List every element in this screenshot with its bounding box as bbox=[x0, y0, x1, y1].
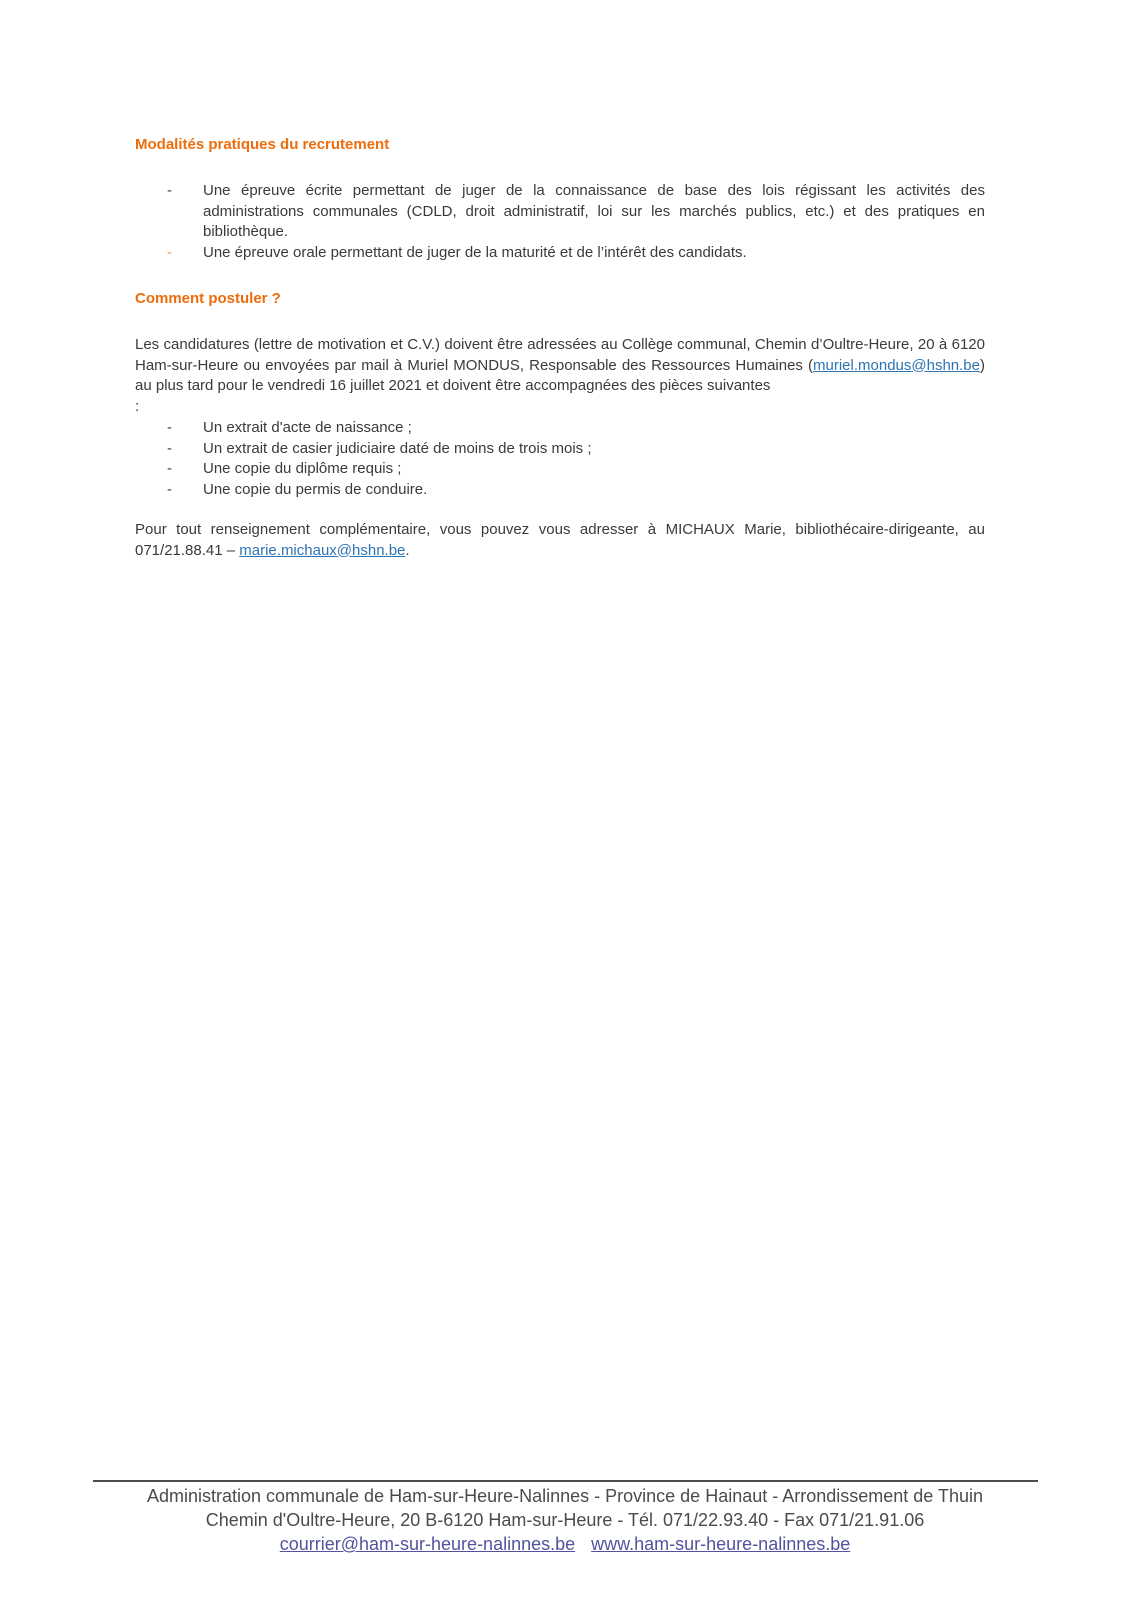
email-link-marie-michaux[interactable]: marie.michaux@hshn.be bbox=[239, 541, 406, 559]
list-item-acte-naissance bbox=[135, 418, 985, 439]
paragraph-text-after: . bbox=[405, 541, 410, 559]
section-heading-modalites: Modalités pratiques du recrutement bbox=[135, 136, 390, 153]
list-item-text: Un extrait d'acte de naissance ; bbox=[203, 419, 412, 436]
paragraph-colon-line: : bbox=[135, 397, 140, 415]
footer-divider-line bbox=[93, 1480, 1038, 1482]
bullet-list-epreuves bbox=[135, 181, 985, 263]
footer-links-row bbox=[0, 1532, 1130, 1556]
list-item-text: Une épreuve orale permettant de juger de la maturité et de l’intérêt des candidats. bbox=[203, 243, 747, 261]
list-item-epreuve-ecrite bbox=[135, 181, 985, 243]
list-item-text: Une copie du diplôme requis ; bbox=[203, 460, 402, 477]
bullet-list-pieces bbox=[135, 418, 985, 500]
list-item-text: Une épreuve écrite permettant de juger de la connaissance de base des lois régissant les activités des administrations communales (CDLD, droit administratif, loi sur les marchés publics, etc.) et des pratiques en bibliothèque. bbox=[203, 182, 985, 240]
paragraph-text-before: Pour tout renseignement complémentaire, vous pouvez vous adresser à MICHAUX Marie, bibliothécaire-dirigeante, au 071/21.88.41 – bbox=[135, 521, 985, 559]
list-item-text: Un extrait de casier judiciaire daté de moins de trois mois ; bbox=[203, 439, 592, 457]
footer-address-line2: Chemin d'Oultre-Heure, 20 B-6120 Ham-sur-Heure - Tél. 071/22.93.40 - Fax 071/21.91.06 bbox=[205, 1510, 925, 1530]
footer-email-link[interactable]: courrier@ham-sur-heure-nalinnes.be bbox=[279, 1534, 576, 1554]
dash-bullet: - bbox=[167, 182, 172, 199]
list-item-casier-judiciaire bbox=[135, 439, 985, 460]
list-item-epreuve-orale bbox=[135, 243, 985, 264]
dash-bullet: - bbox=[167, 439, 172, 457]
paragraph-renseignements bbox=[135, 520, 985, 561]
list-item-permis-conduire bbox=[135, 480, 985, 501]
paragraph-candidatures bbox=[135, 335, 985, 397]
section-heading-postuler: Comment postuler ? bbox=[135, 290, 281, 307]
email-link-muriel-mondus[interactable]: muriel.mondus@hshn.be bbox=[813, 356, 980, 374]
page-footer bbox=[0, 1480, 1130, 1556]
dash-bullet: - bbox=[167, 419, 172, 436]
footer-address-line1: Administration communale de Ham-sur-Heure-Nalinnes - Province de Hainaut - Arrondissement de Thuin bbox=[146, 1486, 984, 1506]
list-item-text: Une copie du permis de conduire. bbox=[203, 480, 428, 498]
dash-bullet: - bbox=[167, 460, 172, 477]
document-content bbox=[0, 0, 1130, 561]
footer-website-link[interactable]: www.ham-sur-heure-nalinnes.be bbox=[591, 1534, 851, 1554]
paragraph-text-before: Les candidatures (lettre de motivation et C.V.) doivent être adressées au Collège communal, Chemin d’Oultre-Heure, 20 à 6120 Ham-sur-Heure ou envoyées par mail à Muriel MONDUS, Responsable des Ressources Humaines ( bbox=[135, 336, 985, 374]
list-item-diplome bbox=[135, 459, 985, 480]
paragraph-text-after: ) au plus tard pour le vendredi 16 juillet 2021 et doivent être accompagnées des pièces suivantes bbox=[135, 356, 985, 394]
dash-bullet: - bbox=[167, 480, 172, 498]
dash-bullet: - bbox=[167, 243, 172, 261]
